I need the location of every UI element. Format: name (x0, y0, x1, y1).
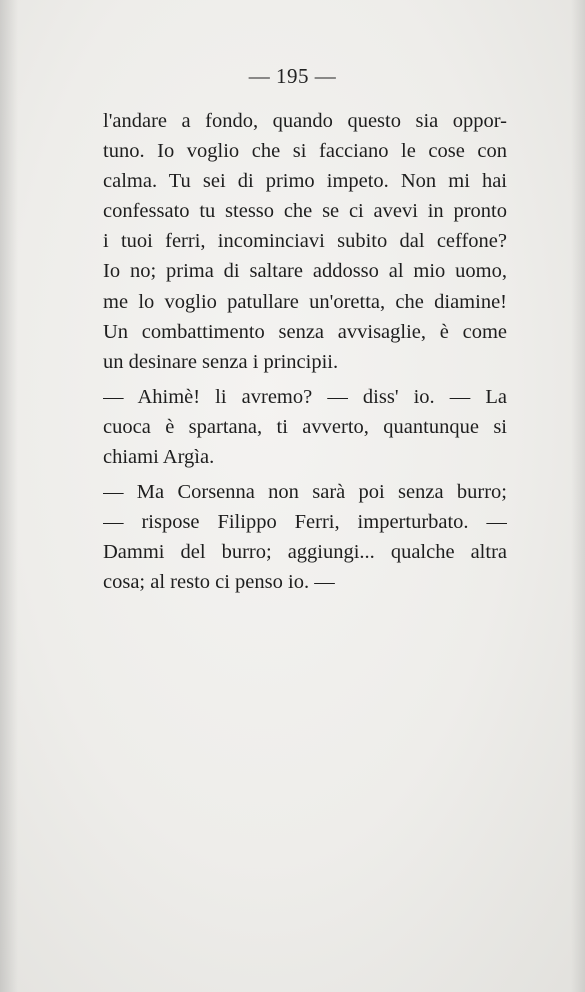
text-line: me lo voglio patullare un'oretta, che diamine! (103, 290, 507, 313)
text-line: l'andare a fondo, quando questo sia oppor- (103, 110, 507, 132)
text-line: un desinare senza i principii. (103, 350, 339, 373)
text-line: Io no; prima di saltare addosso al mio uomo, (103, 260, 507, 283)
text-line: calma. Tu sei di primo impeto. Non mi hai (103, 170, 507, 193)
text-line: — rispose Filippo Ferri, imperturbato. — (103, 511, 507, 534)
text-line: — Ma Corsenna non sarà poi senza burro; (103, 481, 507, 504)
text-line: Un combattimento senza avvisaglie, è come (103, 320, 507, 343)
body-text (103, 106, 507, 598)
text-line: chiami Argìa. (103, 446, 215, 469)
text-line: cuoca è spartana, ti avverto, quantunque si (103, 415, 507, 438)
text-line: cosa; al resto ci penso io. — (103, 571, 335, 594)
text-line: confessato tu stesso che se ci avevi in pronto (103, 200, 507, 223)
page-shadow-left (0, 0, 18, 992)
page-shadow-right (571, 0, 585, 992)
text-line: Dammi del burro; aggiungi... qualche altra (103, 541, 507, 564)
page-number: — 195 — (248, 64, 337, 88)
text-line: — Ahimè! li avremo? — diss' io. — La (103, 385, 507, 408)
text-line: tuno. Io voglio che si facciano le cose con (103, 140, 507, 163)
text-line: i tuoi ferri, incominciavi subito dal ceffone? (103, 230, 507, 253)
